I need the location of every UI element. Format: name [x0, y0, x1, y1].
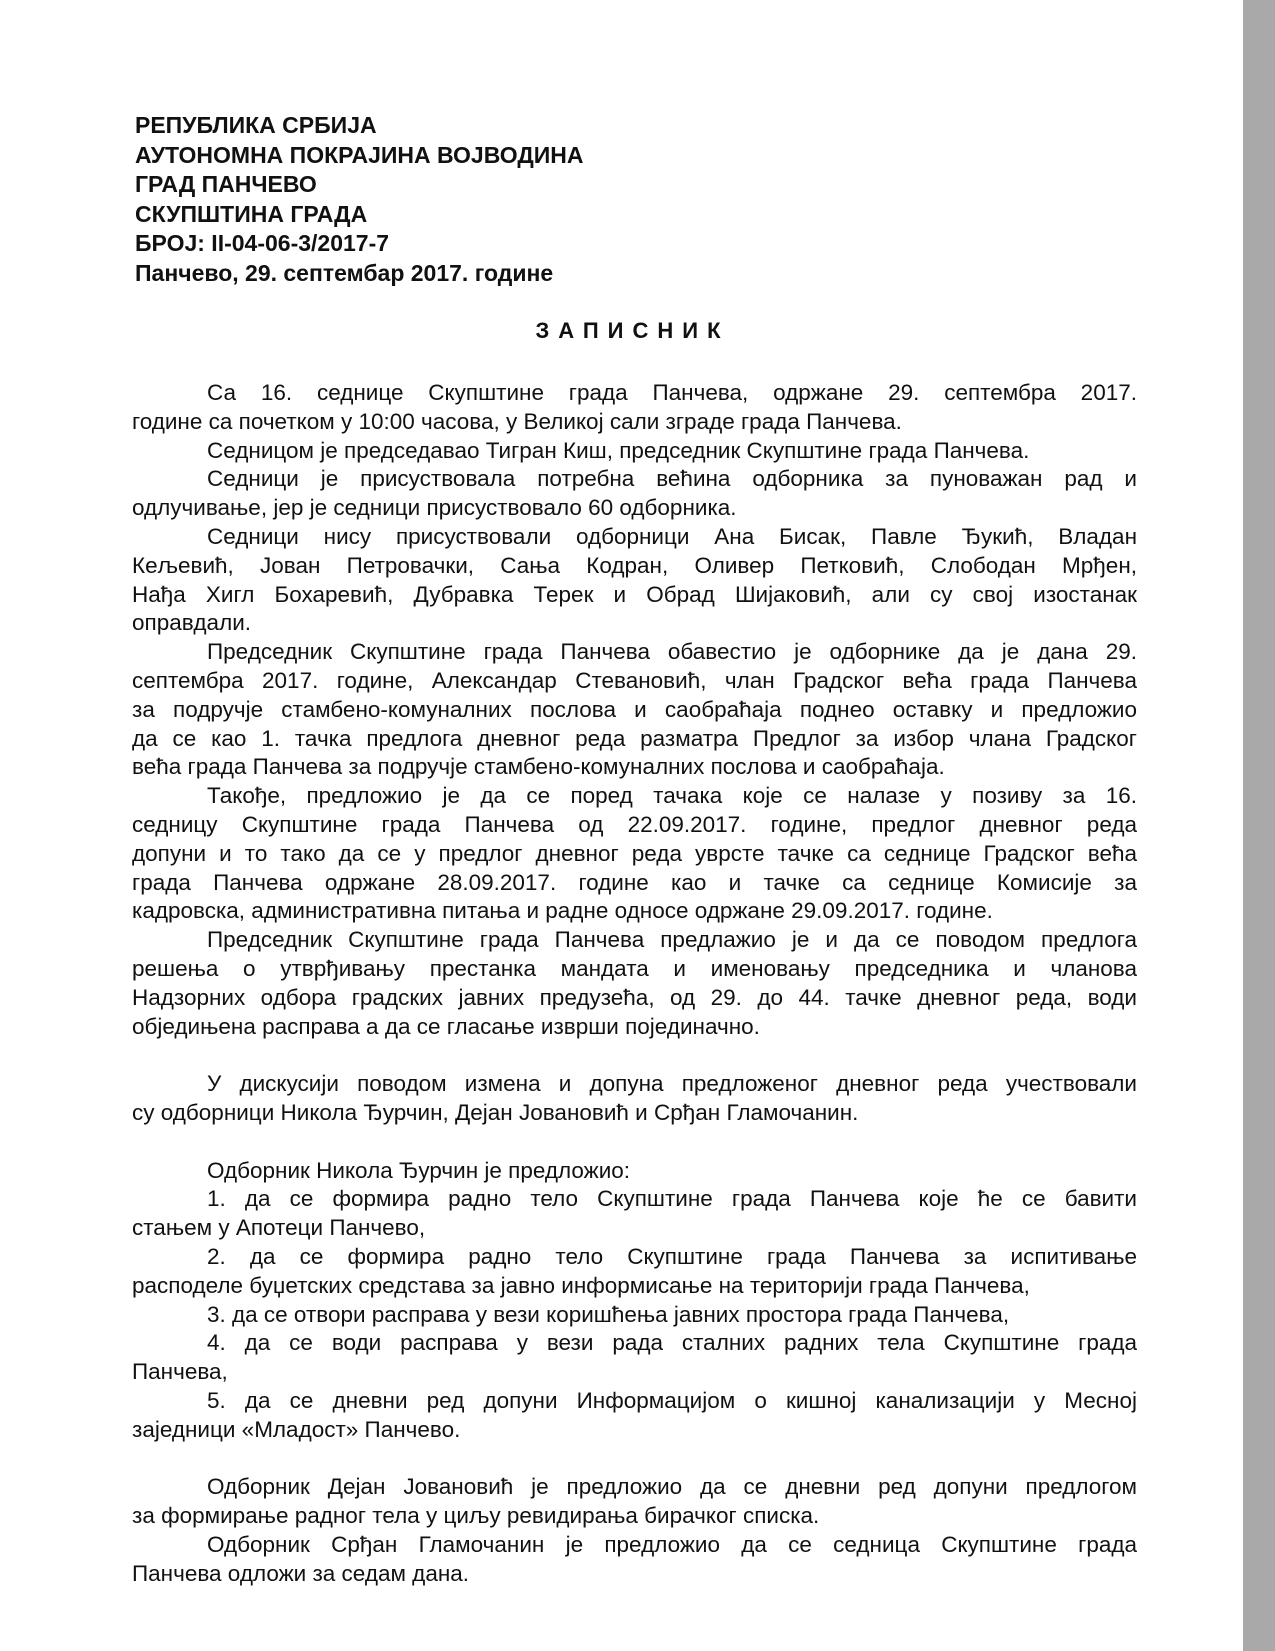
text-line: Одборник Никола Ђурчин је предложио:: [207, 1157, 631, 1183]
text-line: Седници нису присуствовали одборници Ана Бисак, Павле Ђукић, Владан: [207, 523, 1137, 549]
text-line: Председник Скупштине града Панчева предлажио је и да се поводом предлога: [207, 927, 1137, 953]
text-line: су одборници Никола Ђурчин, Дејан Јовановић и Срђан Гламочанин.: [132, 1099, 859, 1125]
text-line: одлучивање, јер је седници присуствовало 60 одборника.: [132, 495, 737, 521]
text-line: седницу Скупштине града Панчева од 22.09.2017. године, предлог дневног реда: [132, 811, 1137, 837]
text-line: обједињена расправа а да се гласање изврши појединачно.: [132, 1013, 760, 1039]
list-item-line: 4. да се води расправа у вези рада сталних радних тела Скупштине града: [207, 1330, 1137, 1356]
header-place-date: Панчево, 29. септембар 2017. године: [135, 259, 554, 286]
text-line: Председник Скупштине града Панчева обавестио је одборнике да је дана 29.: [207, 639, 1137, 665]
text-line: Такође, предложио је да се поред тачака које се налазе у позиву за 16.: [207, 783, 1137, 809]
text-line: Кељевић, Јован Петровачки, Сања Кодран, Оливер Петковић, Слободан Мрђен,: [132, 552, 1137, 578]
header-assembly: СКУПШТИНА ГРАДА: [135, 200, 368, 227]
text-line: У дискусији поводом измена и допуна предложеног дневног реда учествовали: [207, 1071, 1137, 1097]
list-item-line: Панчева,: [132, 1359, 228, 1385]
text-line: за подручје стамбено-комуналних послова и саобраћаја поднео оставку и предложио: [132, 696, 1137, 722]
text-line: Одборник Дејан Јовановић је предложио да се дневни ред допуни предлогом: [207, 1474, 1137, 1500]
text-line: године са почетком у 10:00 часова, у Великој сали зграде града Панчева.: [132, 408, 902, 434]
text-line: кадровска, административна питања и радне односе одржане 29.09.2017. године.: [132, 898, 993, 924]
header-city: ГРАД ПАНЧЕВО: [135, 171, 317, 198]
list-item-line: 3. да се отвори расправа у вези коришћења јавних простора града Панчева,: [207, 1301, 1010, 1327]
list-item-line: 2. да се формира радно тело Скупштине града Панчева за испитивање: [207, 1243, 1137, 1269]
text-line: септембра 2017. године, Александар Стевановић, члан Градског већа града Панчева: [132, 667, 1137, 693]
text-line: за формирање радног тела у циљу ревидирања бирачког списка.: [132, 1503, 820, 1529]
header-province: АУТОНОМНА ПОКРАЈИНА ВОЈВОДИНА: [135, 141, 584, 168]
text-line: Са 16. седнице Скупштине града Панчева, одржане 29. септембра 2017.: [207, 380, 1137, 405]
text-line: Нађа Хигл Бохаревић, Дубравка Терек и Обрад Шијаковић, али су свој изостанак: [132, 581, 1137, 607]
list-item-line: 5. да се дневни ред допуни Информацијом о кишној канализацији у Месној: [207, 1387, 1137, 1413]
list-item-line: расподеле буџетских средстава за јавно информисање на територији града Панчева,: [132, 1272, 1030, 1298]
document-title: ЗАПИСНИК: [535, 318, 730, 343]
text-line: да се као 1. тачка предлога дневног реда разматра Предлог за избор члана Градског: [132, 725, 1137, 751]
text-line: решења о утврђивању престанка мандата и именовању председника и чланова: [132, 955, 1137, 981]
text-line: Надзорних одбора градских јавних предузећа, од 29. до 44. тачке дневног реда, води: [132, 984, 1137, 1010]
text-line: допуни и то тако да се у предлог дневног реда уврсте тачке са седнице Градског већа: [132, 840, 1137, 866]
text-line: Седницом је председавао Тигран Киш, председник Скупштине града Панчева.: [207, 437, 1030, 463]
document-header: [135, 111, 583, 289]
text-line: Одборник Срђан Гламочанин је предложио да се седница Скупштине града: [207, 1531, 1137, 1557]
text-line: Панчева одложи за седам дана.: [132, 1560, 470, 1586]
header-number: БРОЈ: II-04-06-3/2017-7: [135, 230, 390, 257]
header-republic: РЕПУБЛИКА СРБИЈА: [135, 112, 377, 138]
text-line: Седници је присуствовала потребна већина одборника за пуноважан рад и: [207, 466, 1137, 492]
text-line: оправдали.: [132, 610, 252, 636]
document-body: [132, 379, 1137, 1588]
list-item-line: 1. да се формира радно тело Скупштине града Панчева које ће се бавити: [207, 1186, 1137, 1212]
text-line: већа града Панчева за подручје стамбено-комуналних послова и саобраћаја.: [132, 754, 945, 780]
text-line: града Панчева одржане 28.09.2017. године као и тачке са седнице Комисије за: [132, 869, 1137, 895]
list-item-line: стањем у Апотеци Панчево,: [132, 1215, 426, 1241]
list-item-line: заједници «Младост» Панчево.: [132, 1416, 461, 1442]
scan-edge-strip: [1243, 0, 1275, 1651]
